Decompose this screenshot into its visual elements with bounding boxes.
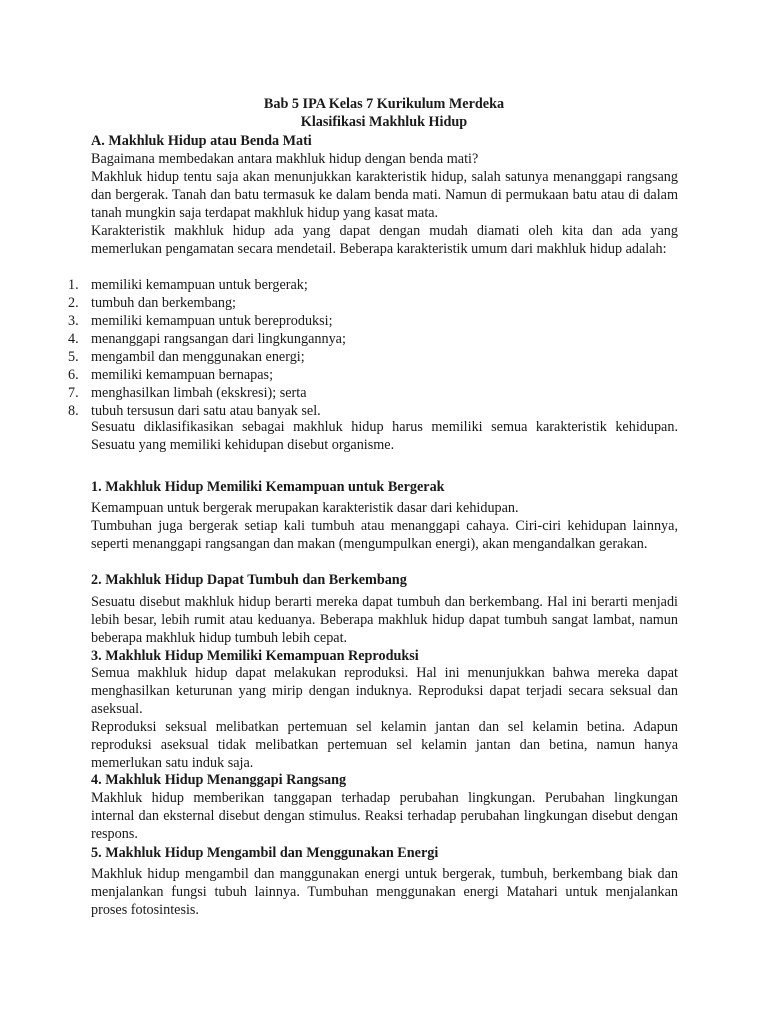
list-item [56, 312, 676, 330]
characteristics-list [56, 276, 676, 420]
list-number: 6. [68, 367, 79, 383]
section-a-paragraph-2: Karakteristik makhluk hidup ada yang dapat dengan mudah diamati oleh kita dan ada yang memerlukan pengamatan secara mendetail. Beberapa karakteristik umum dari makhluk hidup adalah: [91, 223, 678, 257]
list-text: tumbuh dan berkembang; [91, 295, 236, 311]
list-item [56, 276, 676, 294]
list-number: 4. [68, 331, 79, 347]
document-title: Bab 5 IPA Kelas 7 Kurikulum Merdeka [263, 96, 505, 112]
section-3-paragraph-1: Semua makhluk hidup dapat melakukan reproduksi. Hal ini menunjukkan bahwa mereka dapat menghasilkan keturunan yang mirip dengan induknya. Reproduksi dapat terjadi secara seksual dan aseksual. [91, 665, 678, 717]
section-a-heading: A. Makhluk Hidup atau Benda Mati [91, 133, 312, 149]
section-3-heading: 3. Makhluk Hidup Memiliki Kemampuan Reproduksi [91, 648, 419, 664]
list-text: memiliki kemampuan untuk bereproduksi; [91, 313, 333, 329]
section-5-heading: 5. Makhluk Hidup Mengambil dan Menggunakan Energi [91, 845, 439, 861]
list-item [56, 294, 676, 312]
section-1-paragraph-2: Tumbuhan juga bergerak setiap kali tumbuh atau menanggapi cahaya. Ciri-ciri kehidupan lainnya, seperti menanggapi rangsangan dan makan (mengumpulkan energi), akan mengandalkan gerakan. [91, 518, 678, 552]
list-number: 1. [68, 277, 79, 293]
section-a-paragraph-3: Sesuatu diklasifikasikan sebagai makhluk hidup harus memiliki semua karakteristik kehidupan. Sesuatu yang memiliki kehidupan disebut organisme. [91, 419, 678, 453]
section-4-heading: 4. Makhluk Hidup Menanggapi Rangsang [91, 772, 347, 788]
section-1-paragraph-1: Kemampuan untuk bergerak merupakan karakteristik dasar dari kehidupan. [91, 500, 519, 516]
list-item [56, 348, 676, 366]
section-a-question: Bagaimana membedakan antara makhluk hidup dengan benda mati? [91, 151, 479, 167]
list-item [56, 330, 676, 348]
section-1-heading: 1. Makhluk Hidup Memiliki Kemampuan untuk Bergerak [91, 479, 445, 495]
list-text: menghasilkan limbah (ekskresi); serta [91, 385, 307, 401]
list-text: tubuh tersusun dari satu atau banyak sel. [91, 403, 321, 419]
section-2-heading: 2. Makhluk Hidup Dapat Tumbuh dan Berkembang [91, 572, 407, 588]
list-text: memiliki kemampuan bernapas; [91, 367, 274, 383]
section-a-paragraph-1: Makhluk hidup tentu saja akan menunjukkan karakteristik hidup, salah satunya menanggapi rangsang dan bergerak. Tanah dan batu termasuk ke dalam benda mati. Namun di permukaan batu atau di dalam tanah mungkin saja terdapat makhluk hidup yang kasat mata. [91, 169, 678, 221]
list-number: 5. [68, 349, 79, 365]
list-item [56, 384, 676, 402]
section-2-paragraph-1: Sesuatu disebut makhluk hidup berarti mereka dapat tumbuh dan berkembang. Hal ini berarti menjadi lebih besar, lebih rumit atau keduanya. Beberapa makhluk hidup dapat tumbuh sangat lambat, namun beberapa makhluk hidup tumbuh lebih cepat. [91, 594, 678, 646]
section-5-paragraph-1: Makhluk hidup mengambil dan manggunakan energi untuk bergerak, tumbuh, berkembang biak dan menjalankan fungsi tubuh lainnya. Tumbuhan menggunakan energi Matahari untuk menjalankan proses fotosintesis. [91, 866, 678, 918]
list-number: 7. [68, 385, 79, 401]
list-text: menanggapi rangsangan dari lingkungannya; [91, 331, 346, 347]
list-text: memiliki kemampuan untuk bergerak; [91, 277, 308, 293]
list-text: mengambil dan menggunakan energi; [91, 349, 305, 365]
list-item [56, 366, 676, 384]
list-number: 3. [68, 313, 79, 329]
section-4-paragraph-1: Makhluk hidup memberikan tanggapan terhadap perubahan lingkungan. Perubahan lingkungan internal dan eksternal disebut dengan stimulus. Reaksi terhadap perubahan lingkungan disebut dengan respons. [91, 790, 678, 842]
document-subtitle: Klasifikasi Makhluk Hidup [300, 114, 468, 130]
list-number: 8. [68, 403, 79, 419]
list-number: 2. [68, 295, 79, 311]
section-3-paragraph-2: Reproduksi seksual melibatkan pertemuan sel kelamin jantan dan sel kelamin betina. Adapun reproduksi aseksual tidak melibatkan pertemuan sel kelamin jantan dan betina, namun hanya memerlukan satu induk saja. [91, 719, 678, 771]
